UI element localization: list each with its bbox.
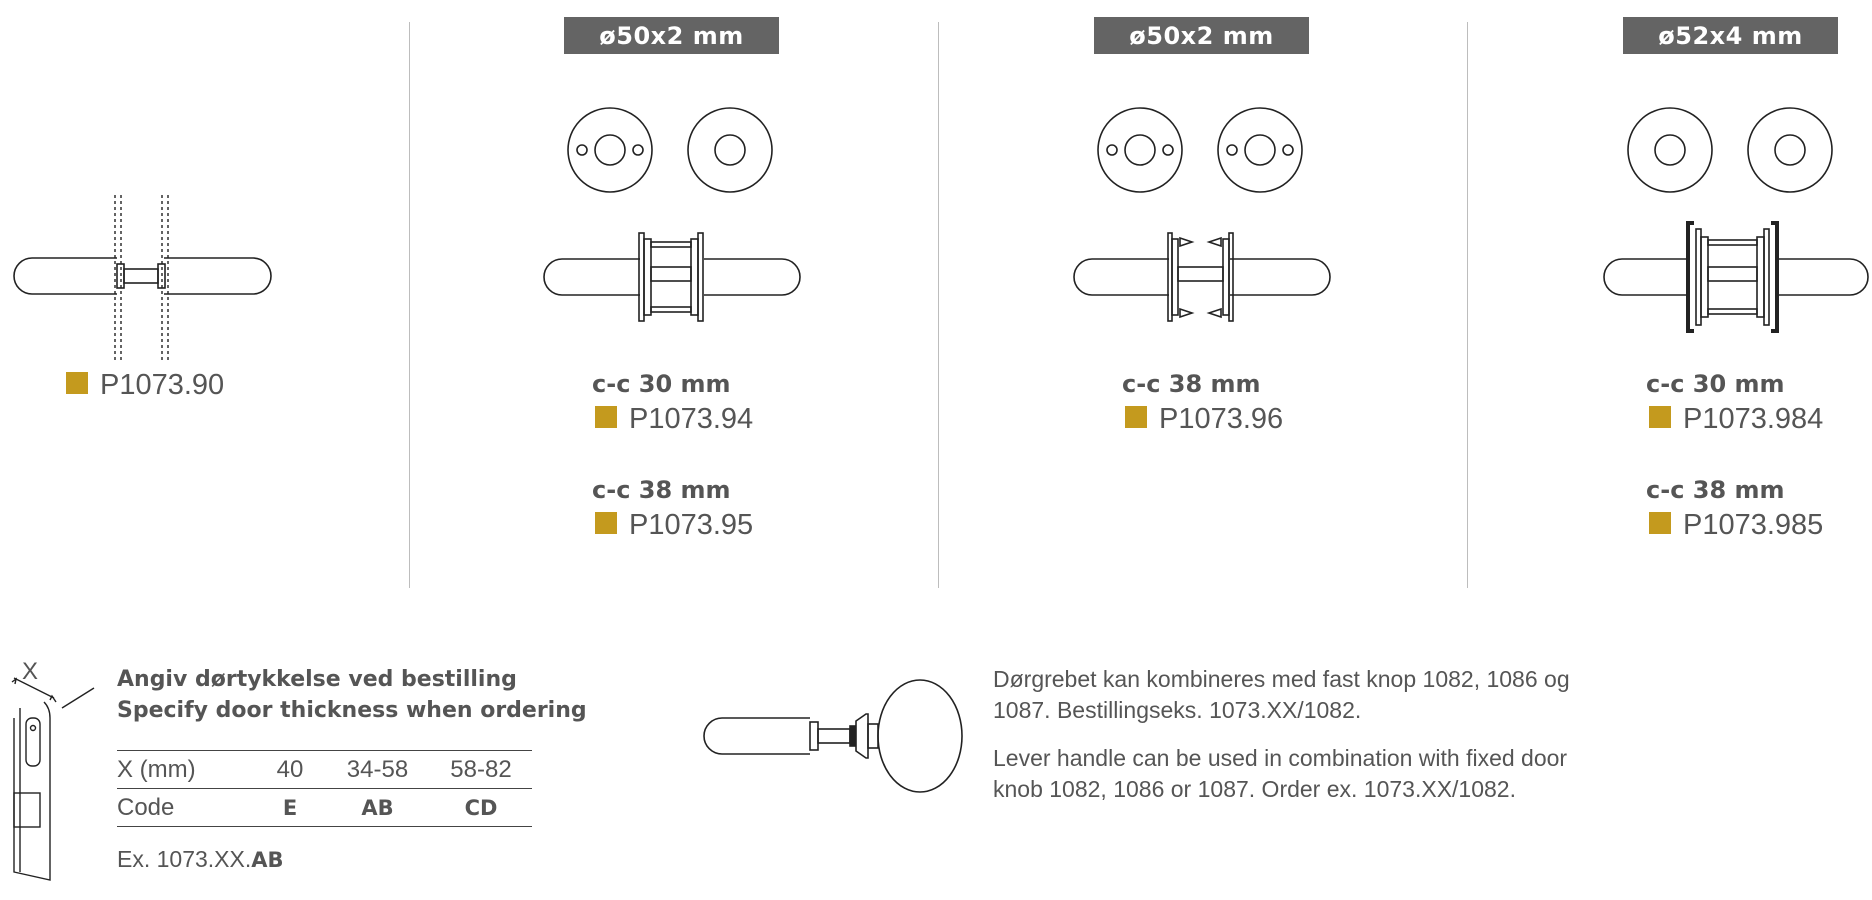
rosette-with-screw-holes-icon <box>1215 105 1305 195</box>
lever-with-fixed-knob-icon <box>700 676 970 796</box>
color-swatch-icon <box>66 372 88 394</box>
rosette-plain-icon <box>1625 105 1715 195</box>
center-distance-label: c-c 38 mm <box>1646 476 1785 504</box>
color-swatch-icon <box>1125 406 1147 428</box>
door-thickness-title-no: Angiv dørtykkelse ved bestilling <box>117 667 517 692</box>
color-swatch-icon <box>595 512 617 534</box>
rosette-with-screw-holes-icon <box>1095 105 1185 195</box>
door-thickness-x-label: X <box>22 658 39 685</box>
column-divider <box>409 22 410 588</box>
table-cell: 34-58 <box>346 755 409 783</box>
rosette-with-screw-holes-icon <box>565 105 655 195</box>
lever-handle-with-rosette-icon <box>540 225 810 330</box>
rosette-size-badge: ø50x2 mm <box>1094 17 1309 54</box>
product-code: P1073.985 <box>1649 509 1823 542</box>
lever-handle-with-screws-icon <box>1070 225 1340 330</box>
table-cell: 40 <box>276 755 304 783</box>
rosette-size-badge: ø52x4 mm <box>1623 17 1838 54</box>
order-example-prefix: Ex. 1073.XX. <box>117 846 252 872</box>
combination-text-no: Dørgrebet kan kombineres med fast knop 1082, 1086 og 1087. Bestillingseks. 1073.XX/1082. <box>993 666 1570 723</box>
rosette-plain-icon <box>685 105 775 195</box>
color-swatch-icon <box>1649 406 1671 428</box>
lever-handle-thick-rosette-icon <box>1600 215 1872 340</box>
combination-text-en: Lever handle can be used in combination with fixed door knob 1082, 1086 or 1087. Order ex. 1073.XX/1082. <box>993 745 1568 802</box>
center-distance-label: c-c 30 mm <box>1646 370 1785 398</box>
product-code: P1073.94 <box>595 403 753 436</box>
lever-handle-plain-icon <box>0 190 290 370</box>
order-example <box>117 846 284 873</box>
column-divider <box>1467 22 1468 588</box>
door-thickness-diagram-icon <box>6 658 96 880</box>
center-distance-label: c-c 38 mm <box>592 476 731 504</box>
table-cell: X (mm) <box>117 755 196 783</box>
table-cell: E <box>282 795 298 820</box>
table-cell: CD <box>464 795 498 820</box>
center-distance-label: c-c 38 mm <box>1122 370 1261 398</box>
color-swatch-icon <box>595 406 617 428</box>
door-thickness-table <box>117 750 532 827</box>
product-code: P1073.984 <box>1649 403 1823 436</box>
order-example-code: AB <box>251 848 284 872</box>
center-distance-label: c-c 30 mm <box>592 370 731 398</box>
color-swatch-icon <box>1649 512 1671 534</box>
product-code: P1073.96 <box>1125 403 1283 436</box>
product-code: P1073.95 <box>595 509 753 542</box>
table-cell: Code <box>117 793 175 821</box>
table-row <box>117 751 532 789</box>
table-cell: 58-82 <box>450 755 512 783</box>
column-divider <box>938 22 939 588</box>
table-cell: AB <box>361 795 394 820</box>
product-code: P1073.90 <box>66 369 224 402</box>
rosette-size-badge: ø50x2 mm <box>564 17 779 54</box>
rosette-plain-icon <box>1745 105 1835 195</box>
table-row <box>117 789 532 827</box>
door-thickness-title-en: Specify door thickness when ordering <box>117 698 587 723</box>
